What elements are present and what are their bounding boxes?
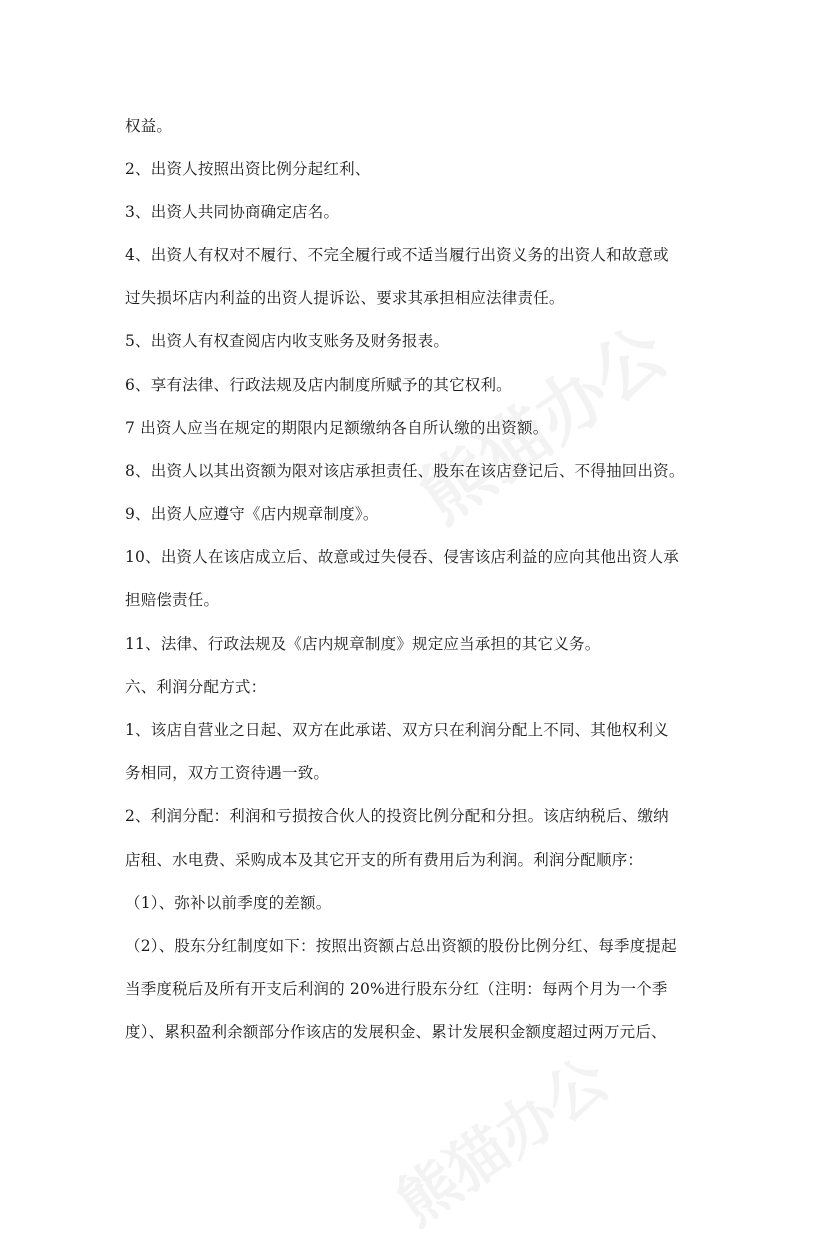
text-line: 7 出资人应当在规定的期限内足额缴纳各自所认缴的出资额。: [125, 419, 549, 437]
text-line: 权益。: [125, 117, 173, 135]
text-line: 11、法律、行政法规及《店内规章制度》规定应当承担的其它义务。: [125, 635, 601, 653]
text-line: （2）、股东分红制度如下：按照出资额占总出资额的股份比例分红、每季度提起: [125, 937, 677, 955]
text-line: 1、该店自营业之日起、双方在此承诺、双方只在利润分配上不同、其他权利义: [125, 721, 669, 739]
text-line: 过失损坏店内利益的出资人提诉讼、要求其承担相应法律责任。: [125, 289, 565, 307]
text-line: 2、出资人按照出资比例分起红利、: [125, 160, 371, 178]
text-line: 5、出资人有权查阅店内收支账务及财务报表。: [125, 332, 450, 350]
text-line: 10、出资人在该店成立后、故意或过失侵吞、侵害该店利益的应向其他出资人承: [125, 548, 679, 566]
text-line: 2、利润分配：利润和亏损按合伙人的投资比例分配和分担。该店纳税后、缴纳: [125, 807, 669, 825]
text-line: 当季度税后及所有开支后利润的 20%进行股东分红（注明：每两个月为一个季: [125, 980, 668, 998]
text-line: 4、出资人有权对不履行、不完全履行或不适当履行出资义务的出资人和故意或: [125, 246, 669, 264]
text-line: 店租、水电费、采购成本及其它开支的所有费用后为利润。利润分配顺序：: [125, 851, 644, 869]
text-line: 度）、累积盈利余额部分作该店的发展积金、累计发展积金额度超过两万元后、: [125, 1023, 667, 1041]
text-line: 9、出资人应遵守《店内规章制度》。: [125, 505, 379, 523]
section-heading: 六、利润分配方式：: [125, 678, 267, 696]
text-line: （1）、弥补以前季度的差额。: [125, 894, 332, 912]
text-line: 务相同，双方工资待遇一致。: [125, 764, 330, 782]
text-line: 3、出资人共同协商确定店名。: [125, 203, 340, 221]
text-line: 8、出资人以其出资额为限对该店承担责任、股东在该店登记后、不得抽回出资。: [125, 462, 685, 480]
text-line: 6、享有法律、行政法规及店内制度所赋予的其它权利。: [125, 376, 512, 394]
watermark-bottom: [377, 1034, 623, 1242]
text-line: 担赔偿责任。: [125, 591, 220, 609]
